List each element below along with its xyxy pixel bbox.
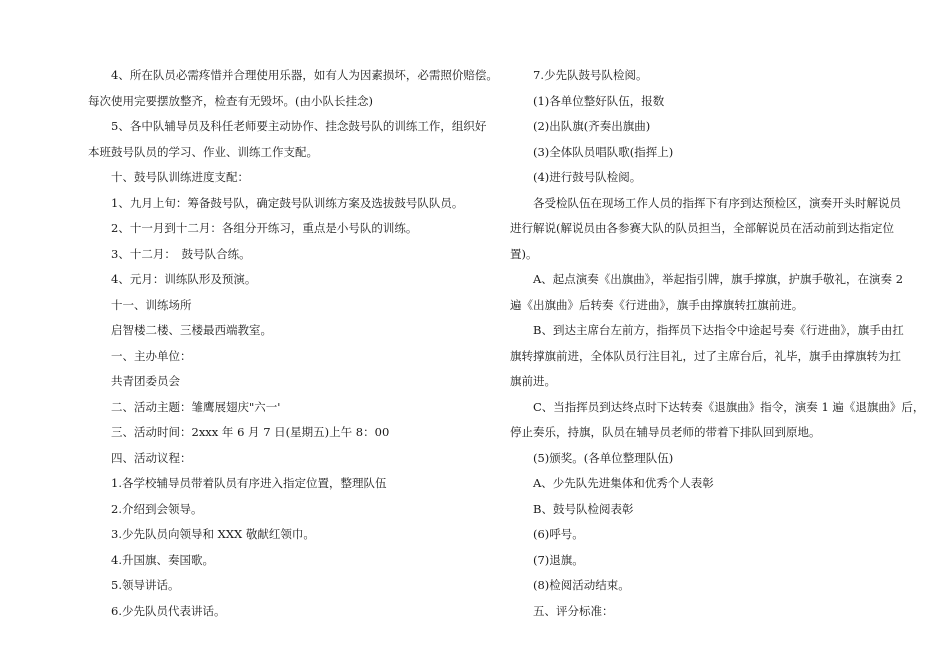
- list-item: (2)出队旗(齐奏出旗曲): [510, 119, 651, 133]
- list-item: (1)各单位整好队伍，报数: [510, 93, 665, 108]
- paragraph-line: 5、各中队辅导员及科任老师要主动协作、挂念鼓号队的训练工作，组织好: [88, 119, 487, 133]
- section-heading: 十、鼓号队训练进度支配：: [88, 170, 249, 184]
- paragraph-line: 遍《出旗曲》后转奏《行进曲》，旗手由撑旗转扛旗前进。: [510, 297, 804, 312]
- paragraph-line: 旗转撑旗前进，全体队员行注目礼，过了主席台后，礼毕，旗手由撑旗转为扛: [510, 348, 901, 363]
- paragraph-line: 启智楼二楼、三楼最西端教室。: [88, 323, 272, 337]
- list-item: (3)全体队员唱队歌(指挥上): [510, 144, 674, 159]
- list-item: 2、十一月到十二月：各组分开练习，重点是小号队的训练。: [88, 221, 418, 235]
- paragraph-line: A、起点演奏《出旗曲》，举起指引牌，旗手撑旗，护旗手敬礼，在演奏 2: [510, 272, 904, 286]
- list-item: (4)进行鼓号队检阅。: [510, 170, 642, 184]
- paragraph-line: 停止奏乐，持旗，队员在辅导员老师的带着下排队回到原地。: [510, 425, 821, 439]
- list-item: 5.领导讲话。: [88, 578, 180, 592]
- list-item: (8)检阅活动结束。: [510, 578, 630, 592]
- list-item: (7)退旗。: [510, 552, 584, 567]
- list-item: 3.少先队员向领导和 XXX 敬献红领巾。: [88, 527, 315, 541]
- section-heading: 四、活动议程：: [88, 450, 192, 465]
- list-item: 4.升国旗、奏国歌。: [88, 552, 214, 567]
- list-item: 2.介绍到会领导。: [88, 501, 203, 516]
- list-item: 4、元月：训练队形及预演。: [88, 272, 257, 286]
- paragraph-line: 旗前进。: [510, 374, 556, 388]
- section-heading: 一、主办单位：: [88, 348, 192, 363]
- paragraph-line: 共青团委员会: [88, 374, 180, 388]
- paragraph-line: 各受检队伍在现场工作人员的指挥下有序到达预检区，演奏开头时解说员: [510, 195, 901, 210]
- paragraph-line: C、当指挥员到达终点时下达转奏《退旗曲》指令，演奏 1 遍《退旗曲》后，: [510, 399, 925, 414]
- list-item: 1、九月上旬：筹备鼓号队，确定鼓号队训练方案及选拔鼓号队队员。: [88, 195, 464, 210]
- paragraph-line: 每次使用完要摆放整齐，检查有无毁坏。(由小队长挂念): [88, 93, 373, 108]
- list-item: 7.少先队鼓号队检阅。: [510, 68, 648, 82]
- list-item: (5)颁奖。(各单位整理队伍): [510, 450, 674, 465]
- section-heading: 二、活动主题：雏鹰展翅庆"六一': [88, 399, 281, 414]
- list-item: 6.少先队员代表讲话。: [88, 603, 226, 618]
- section-heading: 五、评分标准：: [510, 603, 614, 618]
- paragraph-line: 本班鼓号队员的学习、作业、训练工作支配。: [88, 144, 318, 159]
- paragraph-line: 4、所在队员必需疼惜并合理使用乐器，如有人为因素损坏，必需照价赔偿。: [88, 68, 498, 82]
- list-item: B、鼓号队检阅表彰: [510, 501, 634, 516]
- section-heading: 三、活动时间：2xxx 年 6 月 7 日(星期五)上午 8：00: [88, 425, 390, 439]
- paragraph-line: B、到达主席台左前方，指挥员下达指令中途起号奏《行进曲》，旗手由扛: [510, 323, 904, 337]
- list-item: 1.各学校辅导员带着队员有序进入指定位置，整理队伍: [88, 476, 387, 490]
- section-heading: 十一、训练场所: [88, 297, 192, 312]
- paragraph-line: 置)。: [510, 246, 538, 261]
- list-item: (6)呼号。: [510, 527, 584, 541]
- left-column: [88, 63, 498, 624]
- list-item: 3、十二月： 鼓号队合练。: [88, 246, 251, 261]
- right-column: [510, 63, 925, 624]
- paragraph-line: 进行解说(解说员由各参赛大队的队员担当，全部解说员在活动前到达指定位: [510, 221, 894, 235]
- list-item: A、少先队先进集体和优秀个人表彰: [510, 476, 714, 490]
